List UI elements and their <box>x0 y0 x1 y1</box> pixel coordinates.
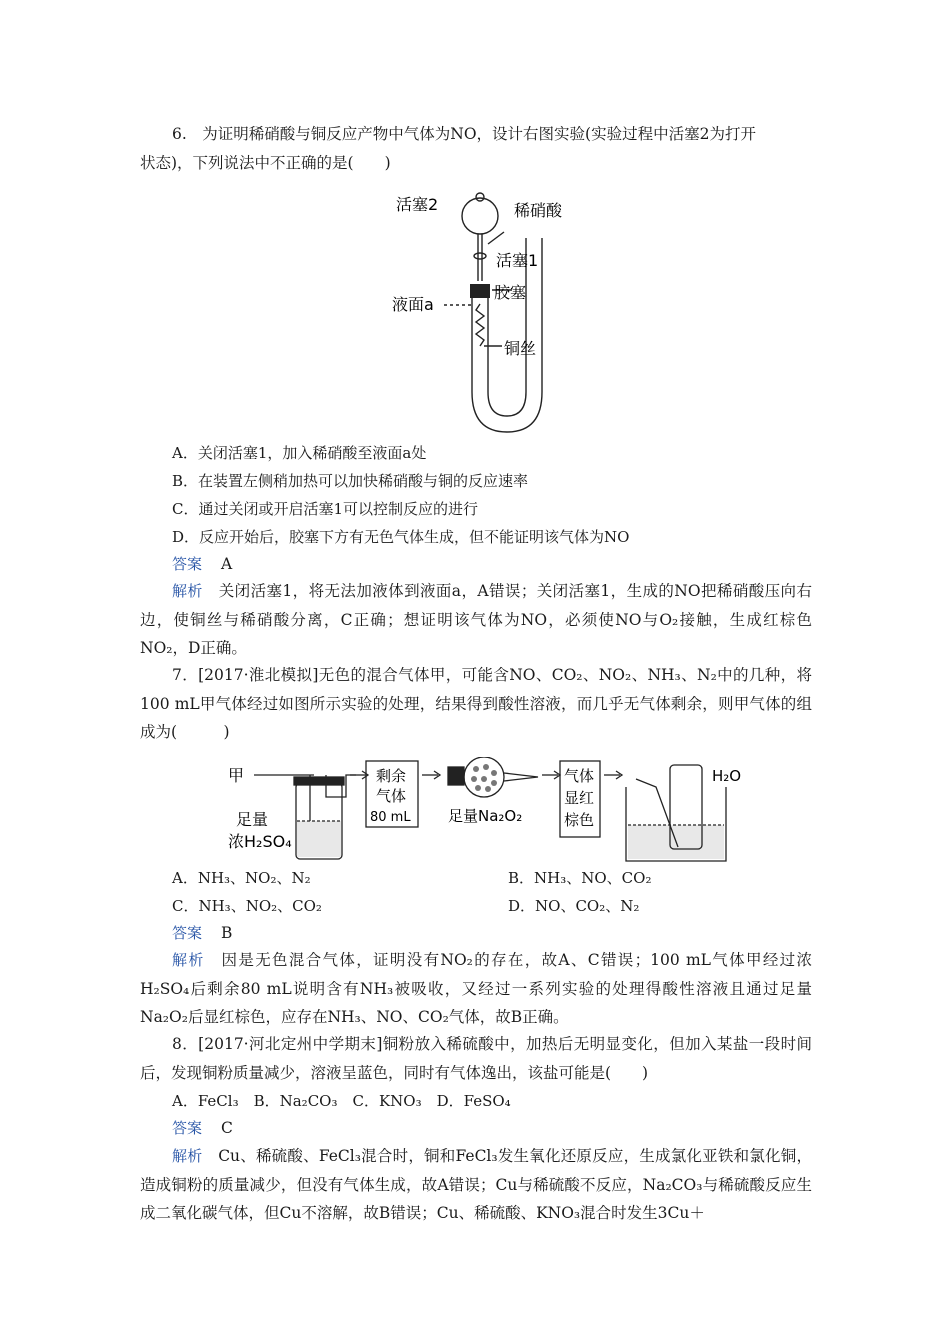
label-stopcock-2: 活塞2 <box>396 195 439 214</box>
q7-experiment-figure <box>226 757 756 863</box>
analysis-text: 因是无色混合气体，证明没有NO₂的存在，故A、C错误；100 mL气体甲经过浓H₂SO₄后剩余80 mL说明含有NH₃被吸收，又经过一系列实验的处理得酸性溶液且通过足量Na₂O₂后显红棕色，应存在NH₃、NO、CO₂气体，故B正确。 <box>140 951 812 1026</box>
answer-label: 答案 <box>172 1119 203 1137</box>
answer-value: C <box>220 1119 233 1137</box>
q7-option-c: C．NH₃、NO₂、CO₂ <box>172 897 322 915</box>
q8-stem: 8．[2017·河北定州中学期末]铜粉放入稀硫酸中，加热后无明显变化，但加入某盐一段时间后，发现铜粉质量减少，溶液呈蓝色，同时有气体逸出，该盐可能是( ) <box>140 1035 812 1082</box>
answer-label: 答案 <box>172 555 203 573</box>
q8-answer <box>172 1118 233 1138</box>
analysis-text: 关闭活塞1，将无法加液体到液面a，A错误；关闭活塞1，生成的NO把稀硝酸压向右边，使铜丝与稀硝酸分离，C正确；想证明该气体为NO，必须使NO与O₂接触，生成红棕色NO₂，D正确。 <box>140 582 812 657</box>
label-80ml: 80 mL <box>370 810 411 825</box>
q6-apparatus-figure <box>392 186 602 442</box>
label-gas-jia: 甲 <box>228 766 245 785</box>
q6-option-a: A．关闭活塞1，加入稀硝酸至液面a处 <box>172 444 427 462</box>
q6-option-c: C．通过关闭或开启活塞1可以控制反应的进行 <box>172 500 479 518</box>
label-rubber-stopper: 胶塞 <box>494 283 527 302</box>
analysis-text: Cu、稀硫酸、FeCl₃混合时，铜和FeCl₃发生氧化还原反应，生成氯化亚铁和氯化铜，造成铜粉的质量减少，但没有气体生成，故A错误；Cu与稀硫酸不反应，Na₂CO₃与稀硫酸反应生成二氧化碳气体，但Cu不溶解，故B错误；Cu、稀硫酸、KNO₃混合时发生3Cu＋ <box>140 1147 812 1222</box>
q7-answer <box>172 923 232 943</box>
analysis-label: 解析 <box>172 582 203 600</box>
label-liquid-level-a: 液面a <box>392 295 434 314</box>
q6-stem-line-2: 状态)，下列说法中不正确的是( ) <box>140 154 391 172</box>
q8-options: A．FeCl₃ B．Na₂CO₃ C．KNO₃ D．FeSO₄ <box>172 1092 511 1110</box>
label-excess: 足量 <box>236 810 269 829</box>
analysis-label: 解析 <box>172 1147 203 1165</box>
label-stopcock-1: 活塞1 <box>496 251 539 270</box>
q7-stem: 7．[2017·淮北模拟]无色的混合气体甲，可能含NO、CO₂、NO₂、NH₃、N₂中的几种，将100 mL甲气体经过如图所示实验的处理，结果得到酸性溶液，而几乎无气体剩余，则甲气体的组成为( ) <box>140 666 812 741</box>
label-brown: 棕色 <box>564 811 595 829</box>
q6-option-b: B．在装置左侧稍加热可以加快稀硝酸与铜的反应速率 <box>172 472 529 490</box>
label-dilute-nitric-acid: 稀硝酸 <box>514 201 563 220</box>
label-water: H₂O <box>712 767 742 785</box>
q7-analysis <box>140 946 812 1032</box>
label-shows-red: 显红 <box>564 789 595 807</box>
answer-value: B <box>220 924 233 942</box>
label-conc-sulfuric-acid: 浓H₂SO₄ <box>228 832 292 851</box>
q6-option-d: D．反应开始后，胶塞下方有无色气体生成，但不能证明该气体为NO <box>172 528 630 546</box>
q8-analysis <box>140 1142 812 1228</box>
label-excess-na2o2: 足量Na₂O₂ <box>448 807 523 825</box>
q6-analysis <box>140 577 812 663</box>
q7-option-b: B．NH₃、NO、CO₂ <box>508 869 652 887</box>
q7-option-d: D．NO、CO₂、N₂ <box>508 897 640 915</box>
label-gas-2: 气体 <box>564 767 595 785</box>
label-gas: 气体 <box>376 787 407 805</box>
analysis-label: 解析 <box>172 951 205 969</box>
label-remaining: 剩余 <box>376 767 407 785</box>
label-copper-wire: 铜丝 <box>504 339 537 358</box>
answer-value: A <box>220 555 233 573</box>
q6-stem-line-1: 6. 为证明稀硝酸与铜反应产物中气体为NO，设计右图实验(实验过程中活塞2为打开 <box>172 125 756 143</box>
q6-answer <box>172 554 232 574</box>
answer-label: 答案 <box>172 924 203 942</box>
q7-option-a: A．NH₃、NO₂、N₂ <box>172 869 311 887</box>
